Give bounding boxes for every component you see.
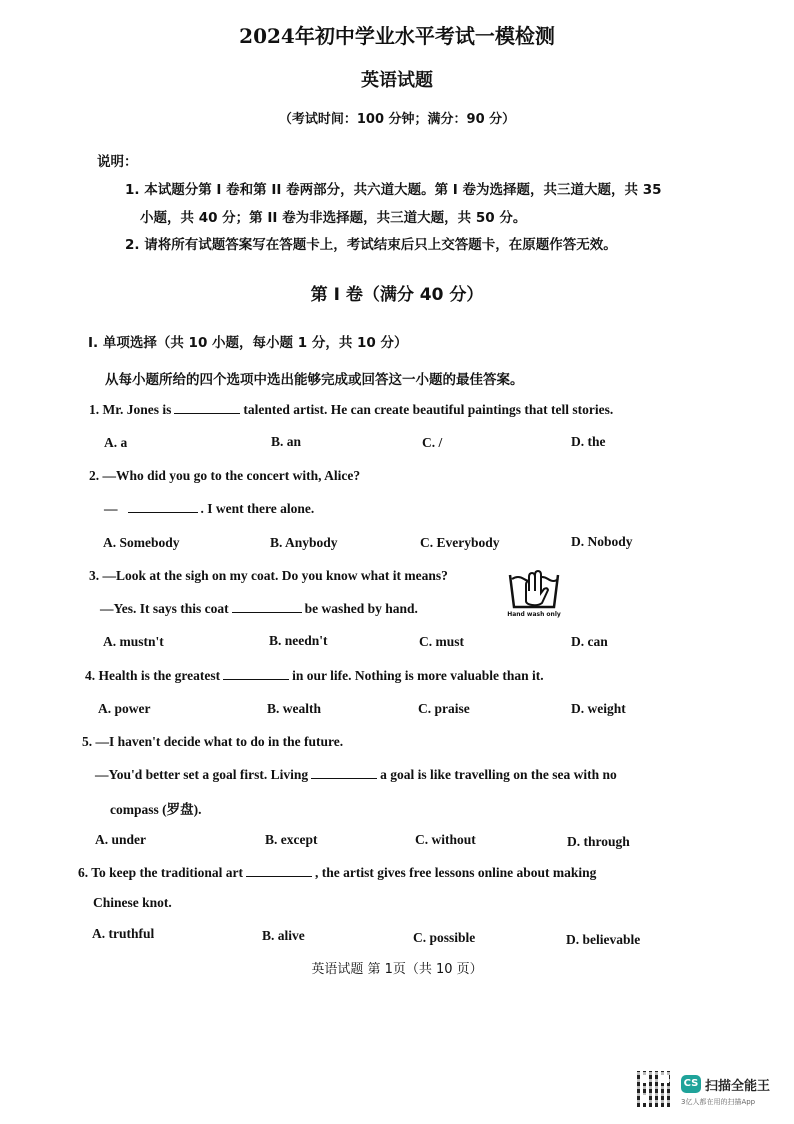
question-2-dash: — — [104, 501, 118, 516]
question-1-text-b: talented artist. He can create beautiful paintings that tell stories. — [243, 402, 614, 417]
question-6-text-b: , the artist gives free lessons online about making — [315, 865, 597, 880]
q2-option-d: D. Nobody — [571, 534, 633, 549]
instructions-label: 说明： — [97, 154, 138, 170]
answer-blank — [128, 500, 198, 513]
q5-option-b: B. except — [265, 832, 318, 847]
q2-option-a: A. Somebody — [103, 535, 180, 550]
answer-blank — [232, 600, 302, 613]
q1-option-a: A. a — [104, 435, 128, 450]
question-3-line-2 — [100, 600, 418, 617]
answer-blank — [311, 766, 377, 779]
question-2-text-b: . I went there alone. — [200, 501, 315, 516]
q1-option-c: C. / — [422, 435, 443, 450]
question-3-text-b: be washed by hand. — [304, 601, 418, 616]
exam-title: 2024年初中学业水平考试一模检测 — [239, 24, 555, 48]
question-1 — [89, 401, 613, 418]
answer-blank — [246, 864, 312, 877]
scanner-tagline: 3亿人都在用的扫描App — [681, 1098, 756, 1106]
q3-option-a: A. mustn't — [103, 634, 164, 649]
q3-option-d: D. can — [571, 634, 608, 649]
hand-wash-sign — [504, 565, 564, 620]
q5-option-a: A. under — [95, 832, 147, 847]
question-6-line-2: Chinese knot. — [93, 895, 172, 910]
section-instruction: 从每小题所给的四个选项中选出能够完成或回答这一小题的最佳答案。 — [105, 372, 524, 388]
hand-wash-icon — [504, 565, 564, 611]
question-5-line-1: 5. —I haven't decide what to do in the future. — [82, 734, 344, 749]
question-6-line-1 — [78, 864, 596, 881]
q3-option-b: B. needn't — [269, 633, 328, 648]
exam-subtitle: 英语试题 — [361, 70, 433, 91]
part-heading: 第 I 卷（满分 40 分） — [310, 285, 484, 305]
scanner-app-name: 扫描全能王 — [705, 1079, 771, 1094]
answer-blank — [174, 401, 240, 414]
sign-caption: Hand wash only — [507, 611, 561, 618]
instruction-1-line-2: 小题，共 40 分；第 II 卷为非选择题，共三道大题，共 50 分。 — [140, 210, 527, 226]
qr-code-icon — [637, 1071, 673, 1107]
question-1-text-a: 1. Mr. Jones is — [89, 402, 172, 417]
q4-option-d: D. weight — [571, 701, 626, 716]
q2-option-c: C. Everybody — [420, 535, 500, 550]
question-4 — [85, 667, 544, 684]
q4-option-a: A. power — [98, 701, 151, 716]
question-5-text-b: a goal is like travelling on the sea with no — [380, 767, 617, 782]
question-2-line-2 — [104, 500, 314, 517]
question-2-line-1: 2. —Who did you go to the concert with, Alice? — [89, 468, 361, 483]
question-5-line-2 — [95, 766, 617, 783]
question-4-text-a: 4. Health is the greatest — [85, 668, 221, 683]
q4-option-b: B. wealth — [267, 701, 321, 716]
question-6-text-a: 6. To keep the traditional art — [78, 865, 244, 880]
instruction-1-line-1: 1. 本试题分第 I 卷和第 II 卷两部分，共六道大题。第 I 卷为选择题，共三道大题，共 35 — [125, 182, 662, 198]
question-5-line-3: compass (罗盘). — [110, 802, 202, 817]
q6-option-d: D. believable — [566, 932, 641, 947]
question-3-text-a: —Yes. It says this coat — [100, 601, 229, 616]
q6-option-b: B. alive — [262, 928, 305, 943]
answer-blank — [223, 667, 289, 680]
q1-option-d: D. the — [571, 434, 606, 449]
instruction-2: 2. 请将所有试题答案写在答题卡上，考试结束后只上交答题卡，在原题作答无效。 — [125, 237, 617, 253]
question-3-line-1: 3. —Look at the sigh on my coat. Do you know what it means? — [89, 568, 448, 583]
question-5-text-a: —You'd better set a goal first. Living — [95, 767, 309, 782]
section-title: I. 单项选择（共 10 小题，每小题 1 分，共 10 分） — [88, 335, 408, 351]
q1-option-b: B. an — [271, 434, 302, 449]
page-footer: 英语试题 第 1页（共 10 页） — [311, 962, 483, 977]
q5-option-c: C. without — [415, 832, 476, 847]
q6-option-c: C. possible — [413, 930, 476, 945]
q5-option-d: D. through — [567, 834, 630, 849]
q4-option-c: C. praise — [418, 701, 470, 716]
camscanner-logo-icon: CS — [681, 1075, 701, 1093]
exam-info: （考试时间：100 分钟；满分：90 分） — [278, 112, 516, 127]
q3-option-c: C. must — [419, 634, 465, 649]
q6-option-a: A. truthful — [92, 926, 155, 941]
q2-option-b: B. Anybody — [270, 535, 338, 550]
question-4-text-b: in our life. Nothing is more valuable than it. — [292, 668, 544, 683]
